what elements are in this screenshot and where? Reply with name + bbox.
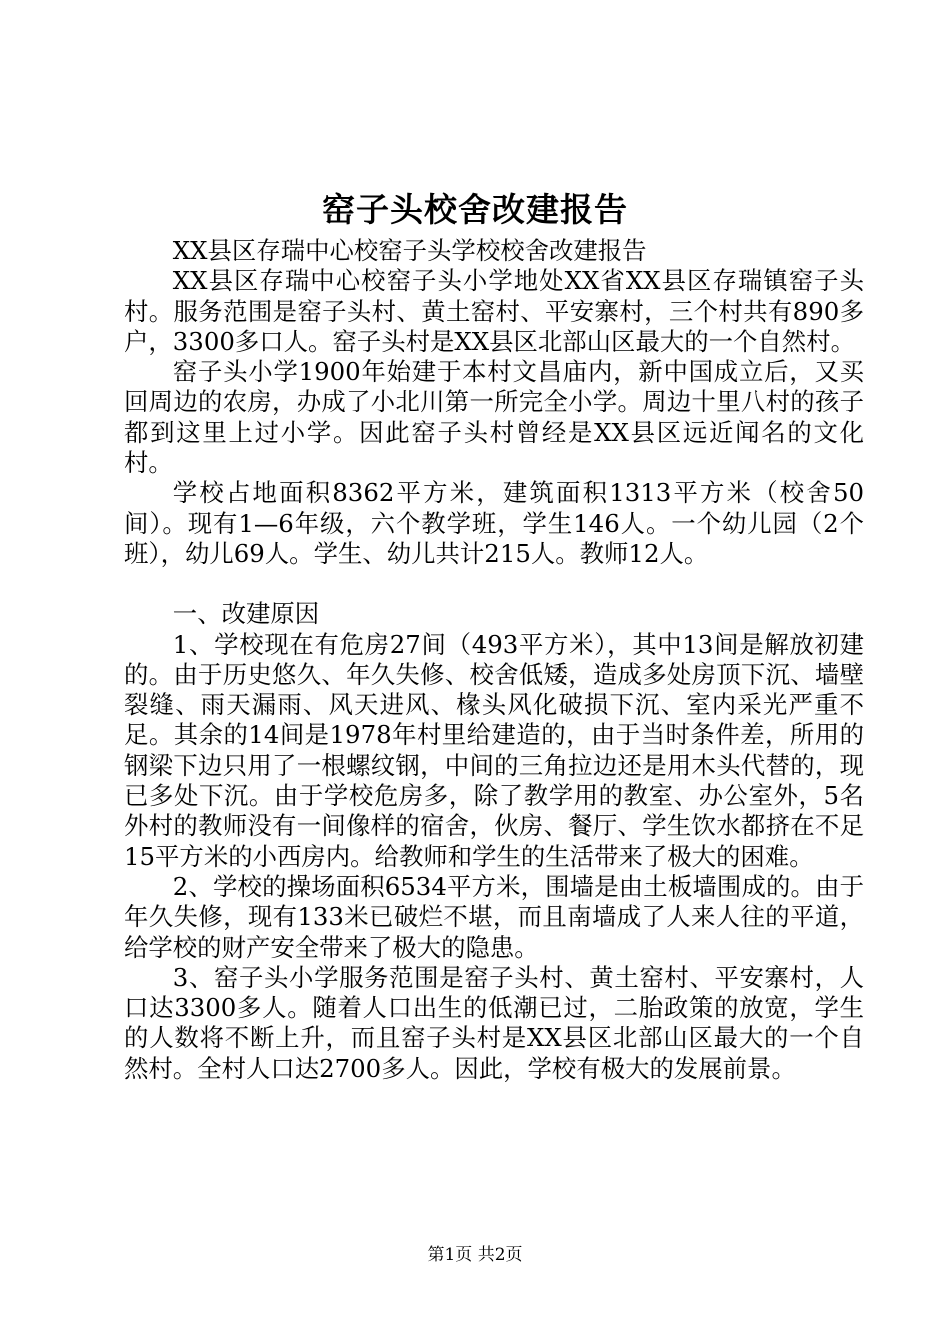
paragraph-history: 窑子头小学1900年始建于本村文昌庙内，新中国成立后，又买回周边的农房，办成了小北川第一所完全小学。周边十里八村的孩子都到这里上过小学。因此窑子头村曾经是XX县区远近闻名的文化村。: [124, 357, 864, 478]
document-title: 窑子头校舍改建报告: [322, 190, 628, 229]
document-subtitle: XX县区存瑞中心校窑子头学校校舍改建报告: [172, 236, 647, 265]
section-heading: 一、改建原因: [172, 599, 320, 629]
reason-item-2: 2、学校的操场面积6534平方米，围墙是由土板墙围成的。由于年久失修，现有133米已破烂不堪，而且南墙成了人来人往的平道，给学校的财产安全带来了极大的隐患。: [124, 871, 864, 962]
paragraph-location: XX县区存瑞中心校窑子头小学地处XX省XX县区存瑞镇窑子头村。服务范围是窑子头村、黄土窑村、平安寨村，三个村共有890多户，3300多口人。窑子头村是XX县区北部山区最大的一个自然村。: [124, 266, 864, 356]
reason-item-1: 1、学校现在有危房27间（493平方米），其中13间是解放初建的。由于历史悠久、年久失修、校舍低矮，造成多处房顶下沉、墙壁裂缝、雨天漏雨、风天进风、椽头风化破损下沉、室内采光严重不足。其余的14间是1978年村里给建造的，由于当时条件差，所用的钢梁下边只用了一根螺纹钢，中间的三角拉边还是用木头代替的，现已多处下沉。由于学校危房多，除了教学用的教室、办公室外，5名外村的教师没有一间像样的宿舍，伙房、餐厅、学生饮水都挤在不足15平方米的小西房内。给教师和学生的生活带来了极大的困难。: [124, 629, 864, 871]
document-body: [124, 236, 864, 1084]
reason-item-3: 3、窑子头小学服务范围是窑子头村、黄土窑村、平安寨村，人口达3300多人。随着人口出生的低潮已过，二胎政策的放宽，学生的人数将不断上升，而且窑子头村是XX县区北部山区最大的一个自然村。全村人口达2700多人。因此，学校有极大的发展前景。: [124, 962, 864, 1083]
paragraph-scale: 学校占地面积8362平方米，建筑面积1313平方米（校舍50间）。现有1—6年级，六个教学班，学生146人。一个幼儿园（2个班），幼儿69人。学生、幼儿共计215人。教师12人。: [124, 478, 864, 568]
page-number: 第1页 共2页: [427, 1245, 523, 1265]
paragraph-spacer: [124, 569, 864, 599]
